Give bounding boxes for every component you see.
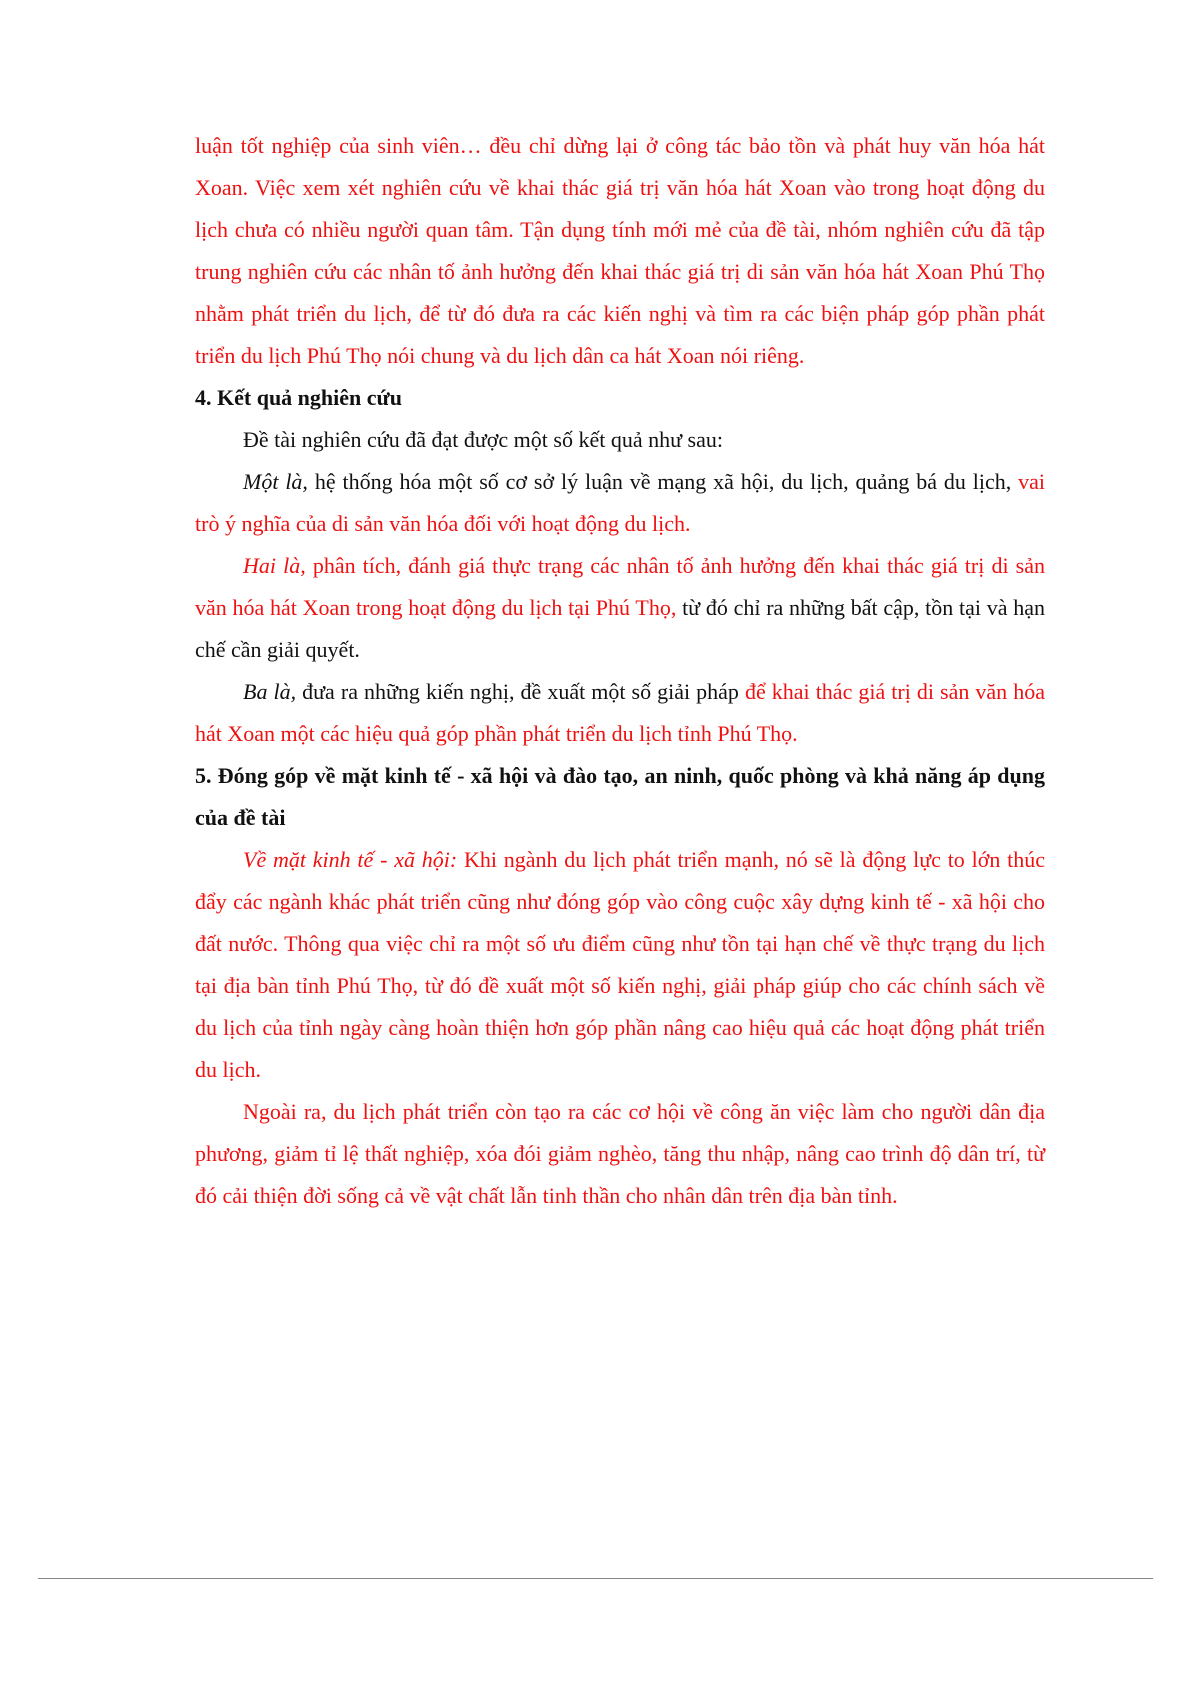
result-item-1-text: hệ thống hóa một số cơ sở lý luận về mạng xã hội, du lịch, quảng bá du lịch, bbox=[307, 469, 1019, 494]
result-item-2-highlight: phân tích, đánh giá thực trạng các nhân tố ảnh hưởng đến khai thác giá trị di sản văn hóa hát Xoan trong hoạt động du lịch tại Phú Thọ, bbox=[195, 553, 1045, 620]
result-item-3-text: đưa ra những kiến nghị, đề xuất một số giải pháp bbox=[296, 679, 745, 704]
socioeconomic-text: Khi ngành du lịch phát triển mạnh, nó sẽ là động lực to lớn thúc đẩy các ngành khác phát triển cũng như đóng góp vào công cuộc xây dựng kinh tế - xã hội cho đất nước. Thông qua việc chỉ ra một số ưu điểm cũng như tồn tại hạn chế về thực trạng du lịch tại địa bàn tỉnh Phú Thọ, từ đó đề xuất một số kiến nghị, giải pháp giúp cho các chính sách về du lịch của tỉnh ngày càng hoàn thiện hơn góp phần nâng cao hiệu quả các hoạt động phát triển du lịch. bbox=[195, 847, 1045, 1082]
result-item-3 bbox=[195, 671, 1045, 755]
result-item-2-text: từ đó chỉ ra những bất cập, tồn tại và hạn chế cần giải quyết. bbox=[195, 595, 1045, 662]
result-item-3-highlight: để khai thác giá trị di sản văn hóa hát Xoan một các hiệu quả góp phần phát triển du lịch tỉnh Phú Thọ. bbox=[195, 679, 1045, 746]
additional-benefits-paragraph bbox=[195, 1091, 1045, 1217]
additional-benefits-text: dân địa phương, giảm tỉ lệ thất nghiệp, xóa đói giảm nghèo, tăng thu nhập, nâng cao trình độ dân trí, từ đó cải thiện đời sống cả về vật chất lẫn tinh thần cho nhân dân trên địa bàn tỉnh. bbox=[195, 1099, 1045, 1208]
socioeconomic-label: Về mặt kinh tế - xã hội: bbox=[243, 847, 458, 872]
additional-benefits-lead: Ngoài ra, du lịch phát triển còn tạo ra các cơ hội về công ăn việc làm cho người bbox=[243, 1099, 973, 1124]
section-4-heading: 4. Kết quả nghiên cứu bbox=[195, 385, 402, 410]
intro-paragraph: luận tốt nghiệp của sinh viên… đều chỉ dừng lại ở công tác bảo tồn và phát huy văn hóa hát Xoan. Việc xem xét nghiên cứu về khai thác giá trị văn hóa hát Xoan vào trong hoạt động du lịch chưa có nhiều người quan tâm. Tận dụng tính mới mẻ của đề tài, nhóm nghiên cứu đã tập trung nghiên cứu các nhân tố ảnh hưởng đến khai thác giá trị di sản văn hóa hát Xoan Phú Thọ nhằm phát triển du lịch, để từ đó đưa ra các kiến nghị và tìm ra các biện pháp góp phần phát triển du lịch Phú Thọ nói chung và du lịch dân ca hát Xoan nói riêng. bbox=[195, 133, 1045, 368]
footer-divider bbox=[38, 1578, 1153, 1579]
result-item-3-label: Ba là, bbox=[243, 679, 297, 704]
result-item-1 bbox=[195, 461, 1045, 545]
result-item-2-label: Hai là, bbox=[243, 553, 306, 578]
section-4-lead: Đề tài nghiên cứu đã đạt được một số kết quả như sau: bbox=[243, 427, 723, 452]
result-item-2 bbox=[195, 545, 1045, 671]
result-item-1-highlight: vai trò ý nghĩa của di sản văn hóa đối với hoạt động du lịch. bbox=[195, 469, 1045, 536]
socioeconomic-paragraph bbox=[195, 839, 1045, 1091]
result-item-1-label: Một là, bbox=[243, 469, 308, 494]
document-page bbox=[195, 125, 1045, 1217]
section-5-heading: 5. Đóng góp về mặt kinh tế - xã hội và đào tạo, an ninh, quốc phòng và khả năng áp dụng của đề tài bbox=[195, 763, 1045, 830]
